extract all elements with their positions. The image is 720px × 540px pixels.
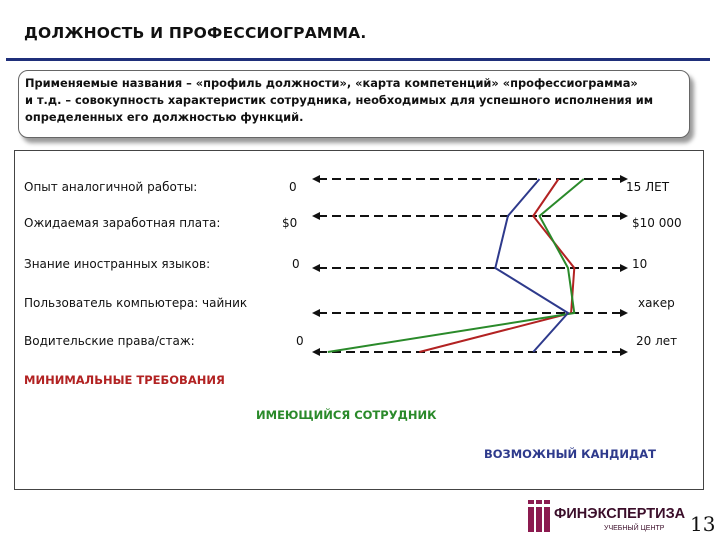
page-title: ДОЛЖНОСТЬ И ПРОФЕССИОГРАММА. [24,24,367,42]
logo-text: ФИНЭКСПЕРТИЗА [554,506,686,522]
page-number: 13 [690,512,716,536]
row-label-experience: Опыт аналогичной работы: [24,180,198,194]
row-max-experience: 15 ЛЕТ [626,180,670,194]
scale-arrow-right [620,309,628,317]
row-label-computer: Пользователь компьютера: чайник [24,296,248,310]
scale-arrow-left [312,348,320,356]
row-min-experience: 0 [289,180,297,194]
profile-line-2 [495,179,568,352]
legend-minimum-requirements: МИНИМАЛЬНЫЕ ТРЕБОВАНИЯ [24,373,225,387]
row-max-driving: 20 лет [636,334,678,348]
row-label-languages: Знание иностранных языков: [24,257,211,271]
scale-arrow-right [620,212,628,220]
definition-line: определенных его должностью функций. [25,110,304,124]
row-label-salary: Ожидаемая заработная плата: [24,216,221,230]
scale-arrow-left [312,212,320,220]
logo-subtext: УЧЕБНЫЙ ЦЕНТР [604,525,665,532]
legend-current-employee: ИМЕЮЩИЙСЯ СОТРУДНИК [256,408,437,422]
legend-possible-candidate: ВОЗМОЖНЫЙ КАНДИДАТ [484,447,656,461]
scale-arrow-left [312,309,320,317]
row-label-driving: Водительские права/стаж: [24,334,195,348]
scale-arrow-left [312,264,320,272]
row-min-salary: $0 [282,216,298,230]
profile-line-1 [328,179,584,352]
scale-arrow-right [620,348,628,356]
row-min-languages: 0 [292,257,300,271]
row-min-driving: 0 [296,334,304,348]
row-max-computer: хакер [638,296,675,310]
definition-line: Применяемые названия – «профиль должности», «карта компетенций» «профессиограмма» [25,76,638,90]
definition-line: и т.д. – совокупность характеристик сотрудника, необходимых для успешного исполнения им [25,93,654,107]
row-max-languages: 10 [632,257,648,271]
scale-arrow-left [312,175,320,183]
finexpertiza-logo [524,498,686,534]
row-max-salary: $10 000 [632,216,682,230]
scale-arrow-right [620,264,628,272]
